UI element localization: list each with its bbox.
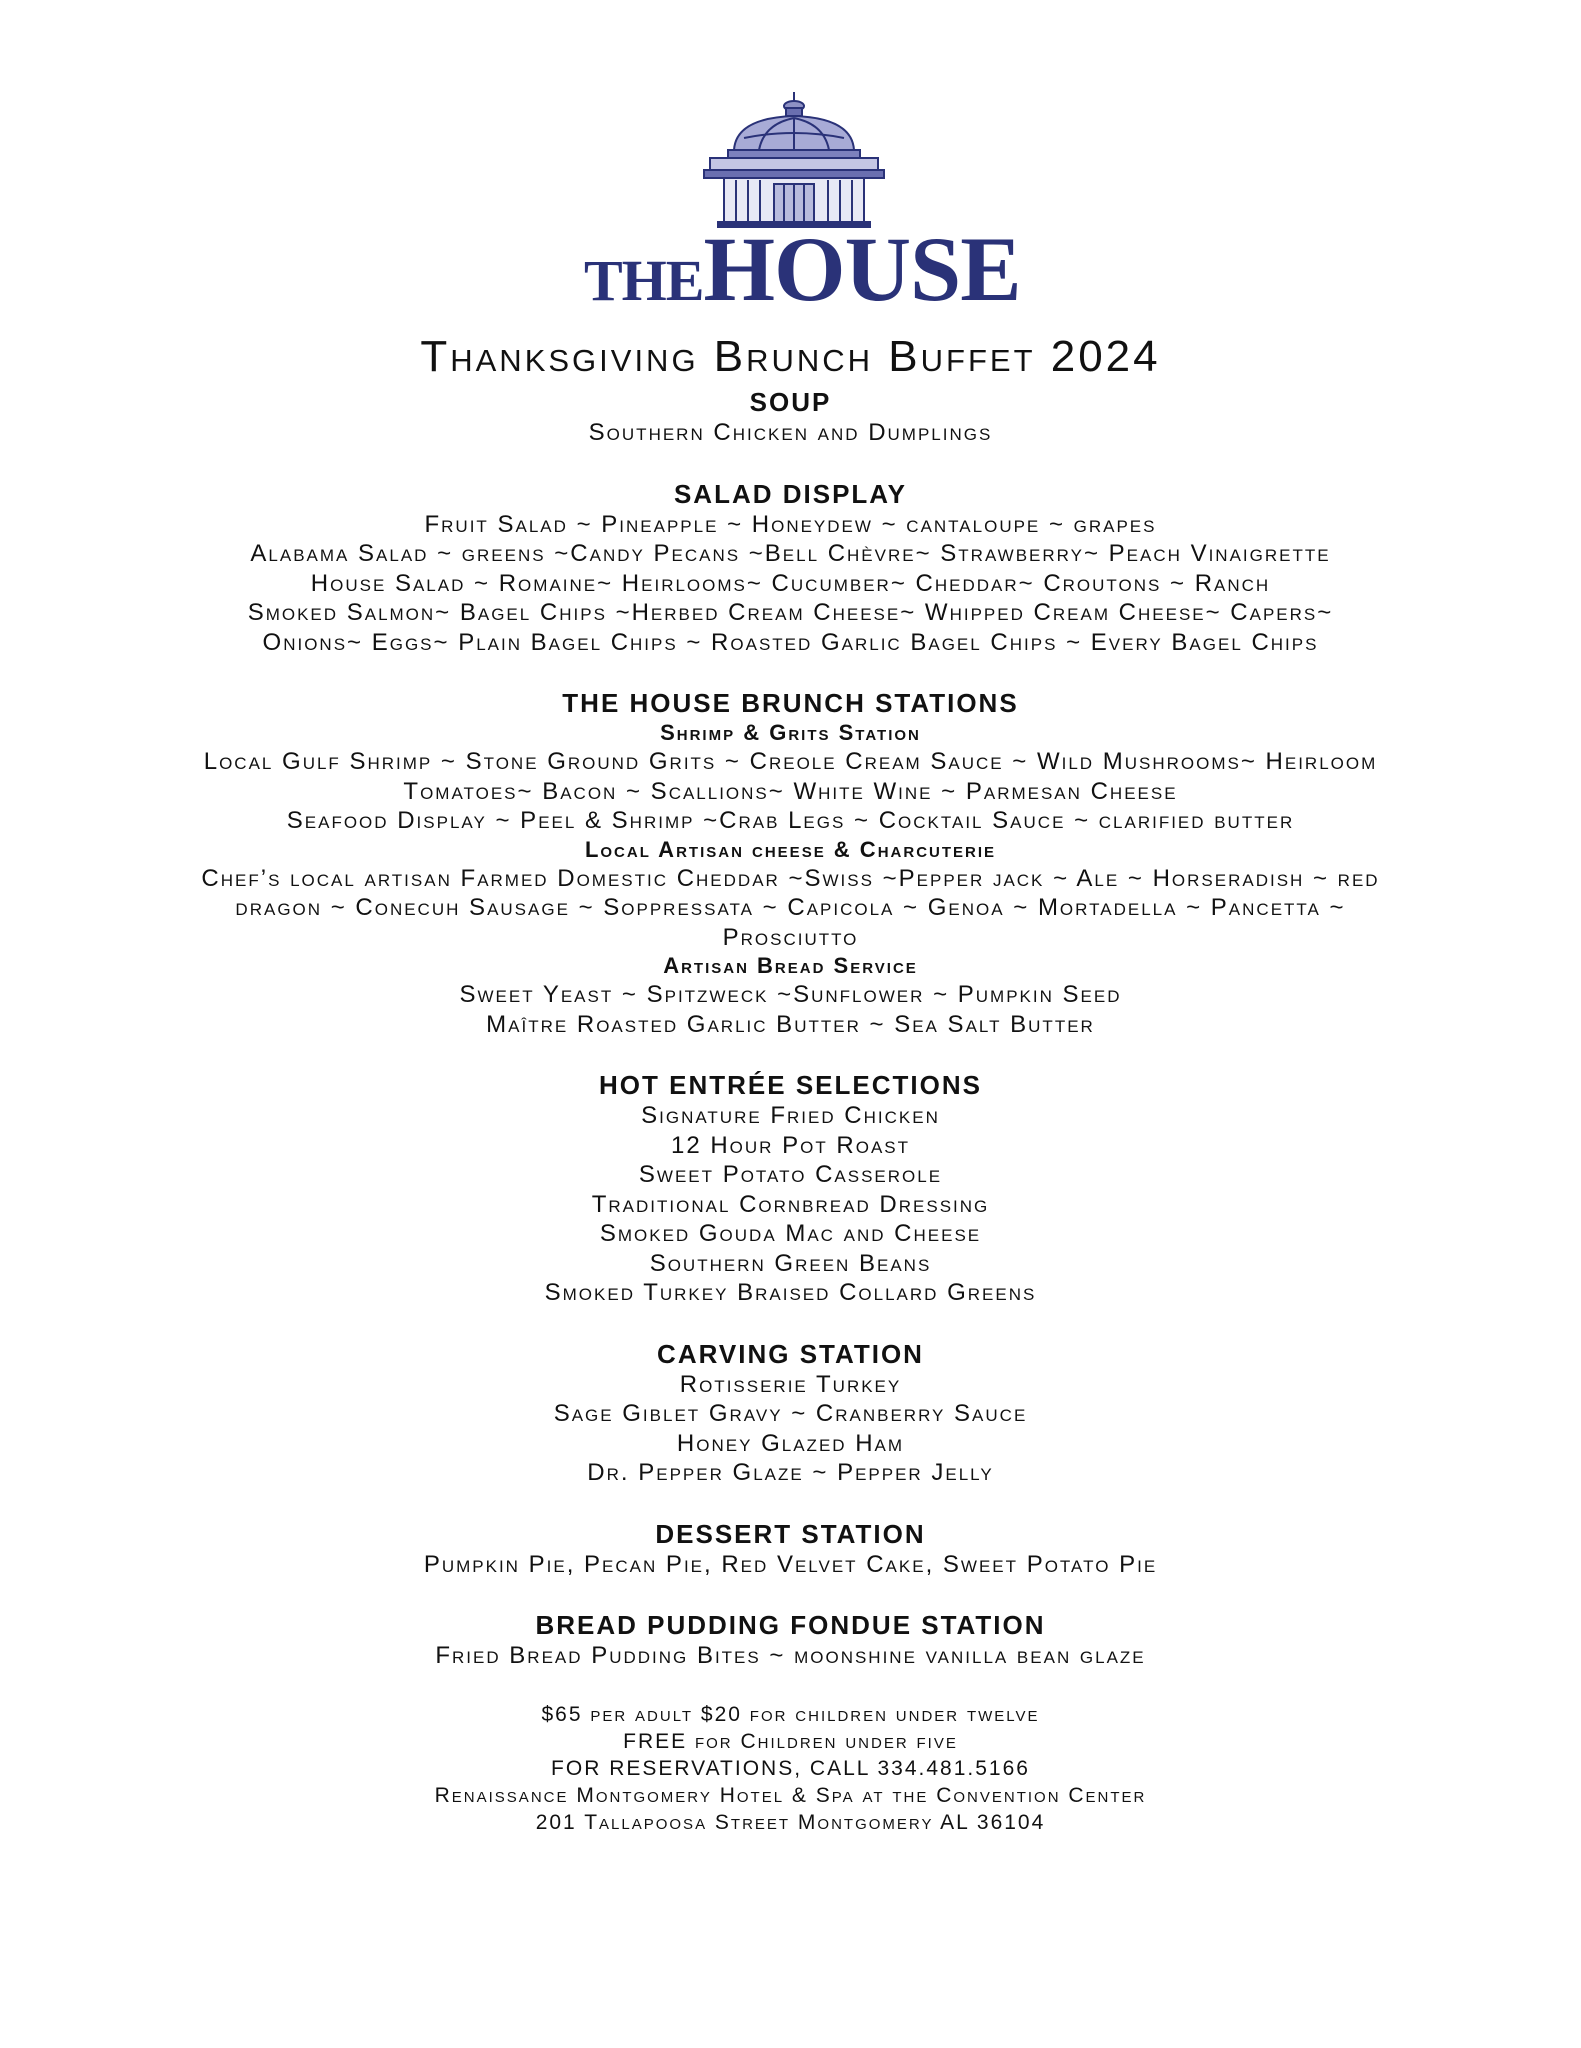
salad-line: House Salad ~ Romaine~ Heirlooms~ Cucumber~ Cheddar~ Croutons ~ Ranch [310, 569, 1271, 597]
stations-heading: THE HOUSE BRUNCH STATIONS [562, 688, 1019, 718]
bread-line: Sweet Yeast ~ Spitzweck ~Sunflower ~ Pumpkin Seed [459, 981, 1122, 1008]
cheese-heading: Local Artisan cheese & Charcuterie [584, 836, 997, 862]
entree-line: Sweet Potato Casserole [638, 1161, 943, 1188]
shrimp-line: Seafood Display ~ Peel & Shrimp ~Crab Legs ~ Cocktail Sauce ~ clarified butter [286, 807, 1295, 834]
carving-line: Sage Giblet Gravy ~ Cranberry Sauce [553, 1400, 1028, 1427]
salad-line: Onions~ Eggs~ Plain Bagel Chips ~ Roasted Garlic Bagel Chips ~ Every Bagel Chips [262, 628, 1319, 656]
cheese-line: Prosciutto [722, 923, 859, 951]
children-line: FREE for Children under five [623, 1729, 958, 1753]
salad-heading: SALAD DISPLAY [673, 478, 908, 509]
dessert-heading: DESSERT STATION [655, 1518, 926, 1549]
bread-heading: Artisan Bread Service [663, 953, 918, 978]
bread-line: Maître Roasted Garlic Butter ~ Sea Salt Butter [486, 1010, 1095, 1038]
logo-wordmark [584, 216, 1021, 322]
entree-line: Smoked Turkey Braised Collard Greens [544, 1279, 1037, 1306]
logo-the: THE [584, 248, 704, 313]
shrimp-line: Tomatoes~ Bacon ~ Scallions~ White Wine ~ Parmesan Cheese [403, 777, 1178, 805]
soup-heading: SOUP [749, 387, 832, 417]
salad-line: Alabama Salad ~ greens ~Candy Pecans ~Bell Chèvre~ Strawberry~ Peach Vinaigrette [250, 540, 1331, 567]
salad-line: Smoked Salmon~ Bagel Chips ~Herbed Cream Cheese~ Whipped Cream Cheese~ Capers~ [247, 599, 1334, 626]
logo-house: HOUSE [703, 218, 1021, 320]
shrimp-line: Local Gulf Shrimp ~ Stone Ground Grits ~ Creole Cream Sauce ~ Wild Mushrooms~ Heirloom [203, 748, 1378, 775]
price-line: $65 per adult $20 for children under twelve [541, 1702, 1040, 1726]
venue-line: Renaissance Montgomery Hotel & Spa at the Convention Center [434, 1783, 1147, 1807]
entree-line: Signature Fried Chicken [641, 1102, 940, 1129]
entree-heading: HOT ENTRÉE SELECTIONS [599, 1070, 982, 1100]
menu-content [40, 328, 1541, 1836]
salad-line: Fruit Salad ~ Pineapple ~ Honeydew ~ cantaloupe ~ grapes [424, 510, 1157, 538]
carving-line: Honey Glazed Ham [676, 1429, 905, 1457]
fondue-heading: BREAD PUDDING FONDUE STATION [535, 1610, 1046, 1640]
dessert-line: Pumpkin Pie, Pecan Pie, Red Velvet Cake, Sweet Potato Pie [423, 1550, 1158, 1578]
carving-line: Rotisserie Turkey [679, 1370, 902, 1398]
carving-line: Dr. Pepper Glaze ~ Pepper Jelly [587, 1459, 994, 1486]
page-title: Thanksgiving Brunch Buffet 2024 [420, 332, 1161, 381]
carving-heading: CARVING STATION [657, 1338, 924, 1369]
entree-line: Traditional Cornbread Dressing [591, 1190, 990, 1218]
entree-line: Smoked Gouda Mac and Cheese [599, 1220, 982, 1247]
cheese-line: Chef’s local artisan Farmed Domestic Cheddar ~Swiss ~Pepper jack ~ Ale ~ Horseradish ~ red [201, 864, 1380, 892]
domed-building-icon [584, 88, 1004, 228]
cheese-line: dragon ~ Conecuh Sausage ~ Soppressata ~ Capicola ~ Genoa ~ Mortadella ~ Pancetta ~ [235, 894, 1346, 921]
address-line: 201 Tallapoosa Street Montgomery AL 36104 [535, 1810, 1046, 1834]
logo [584, 88, 1021, 320]
shrimp-heading: Shrimp & Grits Station [660, 720, 921, 745]
entree-line: Southern Green Beans [649, 1249, 932, 1277]
fondue-line: Fried Bread Pudding Bites ~ moonshine vanilla bean glaze [435, 1642, 1146, 1669]
soup-item: Southern Chicken and Dumplings [588, 419, 993, 446]
reservations-line: FOR RESERVATIONS, CALL 334.481.5166 [551, 1756, 1030, 1780]
entree-line: 12 Hour Pot Roast [670, 1131, 911, 1159]
